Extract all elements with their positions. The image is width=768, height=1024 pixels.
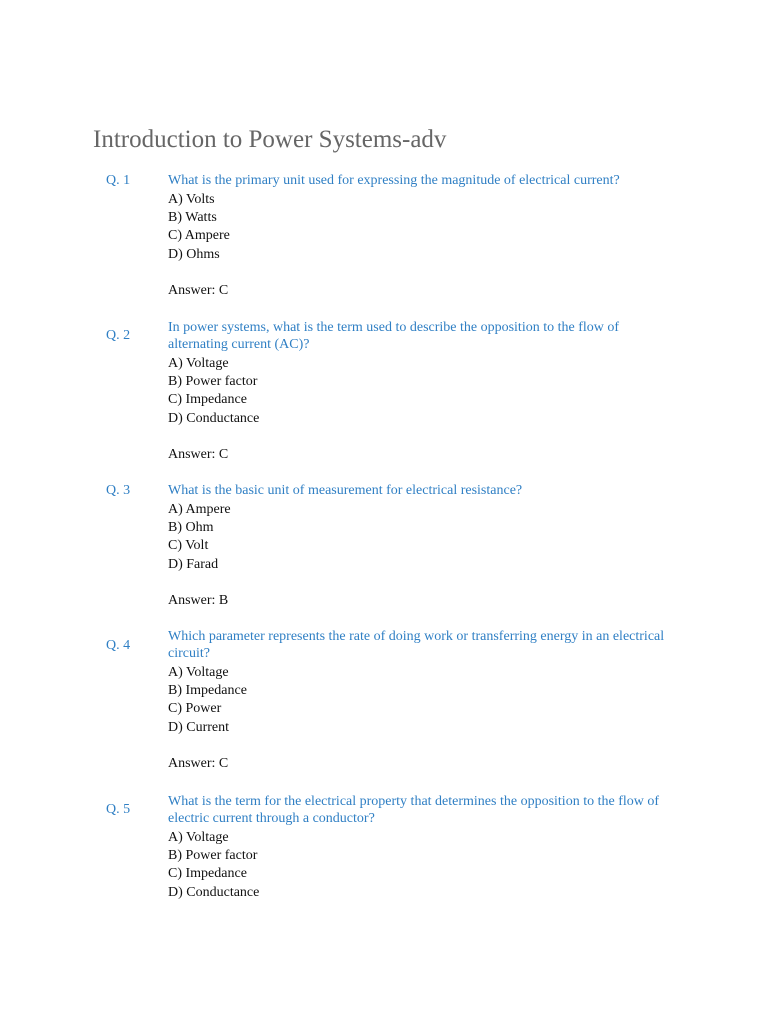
answer-text: Answer: C: [168, 446, 229, 462]
option-b: B) Power factor: [168, 848, 258, 864]
option-d: D) Farad: [168, 556, 219, 572]
question-body: [168, 319, 673, 464]
option-c: C) Impedance: [168, 392, 247, 408]
answer-text: Answer: C: [168, 282, 229, 298]
question-number: Q. 1: [106, 173, 131, 188]
options-list: [168, 501, 673, 574]
question-body: [168, 628, 673, 773]
document-title: Introduction to Power Systems-adv: [93, 126, 447, 153]
option-c: C) Ampere: [168, 228, 230, 244]
question-text: In power systems, what is the term used to describe the opposition to the flow of alternating current (AC)?: [168, 320, 620, 352]
option-d: D) Conductance: [168, 884, 260, 900]
option-c: C) Volt: [168, 538, 209, 554]
option-c: C) Impedance: [168, 866, 247, 882]
option-d: D) Conductance: [168, 410, 260, 426]
question-text: What is the term for the electrical property that determines the opposition to the flow of electric current through a conductor?: [168, 794, 660, 826]
options-list: [168, 829, 673, 902]
question-text: What is the primary unit used for expressing the magnitude of electrical current?: [168, 173, 620, 188]
option-b: B) Impedance: [168, 683, 247, 699]
question-body: [168, 172, 673, 300]
question-body: [168, 793, 673, 902]
question-number: Q. 3: [106, 483, 131, 498]
option-c: C) Power: [168, 701, 222, 717]
option-a: A) Voltage: [168, 830, 229, 845]
option-a: A) Voltage: [168, 356, 229, 371]
question-number: Q. 2: [106, 328, 131, 343]
question-text: Which parameter represents the rate of doing work or transferring energy in an electrical circuit?: [168, 629, 665, 661]
question-body: [168, 482, 673, 610]
options-list: [168, 191, 673, 264]
option-d: D) Ohms: [168, 246, 220, 262]
option-a: A) Voltage: [168, 665, 229, 680]
answer-text: Answer: C: [168, 755, 229, 771]
option-a: A) Volts: [168, 192, 215, 207]
options-list: [168, 355, 673, 428]
option-d: D) Current: [168, 719, 230, 735]
option-b: B) Power factor: [168, 374, 258, 390]
question-text: What is the basic unit of measurement for electrical resistance?: [168, 483, 523, 498]
question-number: Q. 5: [106, 802, 131, 817]
option-b: B) Ohm: [168, 520, 214, 536]
question-number: Q. 4: [106, 638, 131, 653]
options-list: [168, 664, 673, 737]
answer-text: Answer: B: [168, 592, 229, 608]
option-a: A) Ampere: [168, 502, 231, 517]
option-b: B) Watts: [168, 210, 217, 226]
